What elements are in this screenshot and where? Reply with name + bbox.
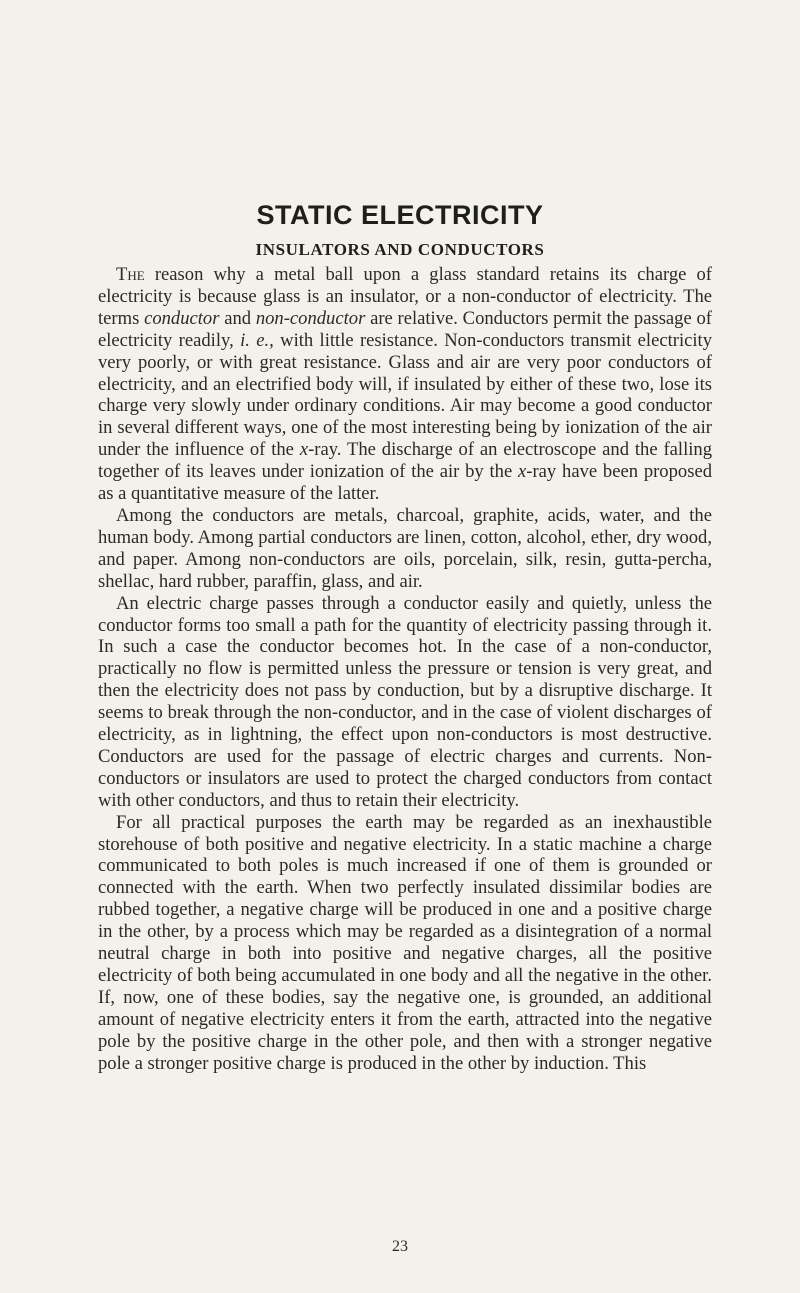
italic-abbrev: i. e., — [240, 329, 274, 351]
body-text — [98, 264, 712, 1075]
italic-term: non-conductor — [255, 307, 366, 329]
paragraph: For all practical purposes the earth may be regarded as an inexhaustible storehouse of both positive and negative electricity. In a static machine a charge communicated to both poles is much increased if one of them is grounded or connected with the earth. When two perfectly insulated dissimilar bodies are rubbed together, a negative charge will be produced in one and a positive charge in the other, by a process which may be regarded as a disintegration of a normal neutral charge in both into positive and negative charges, all the positive electricity of both being accumulated in one body and all the negative in the other. If, now, one of these bodies, say the negative one, is grounded, an additional amount of negative electricity enters it from the earth, attracted into the negative pole by the positive charge in the other pole, and then with a stronger negative pole a stronger positive charge is produced in the other by induction. This — [98, 811, 712, 1074]
paragraph: The reason why a metal ball upon a glass standard retains its charge of electricity is because glass is an insulator, or a non-conductor of electricity. The terms conductor and non-conductor are relative. Conductors permit the passage of electricity readily, i. e., with little resistance. Non-conductors transmit electricity very poorly, or with great resistance. Glass and air are very poor conductors of electricity, and an electrified body will, if insulated by either of these two, lose its charge very slowly under ordinary conditions. Air may become a good conductor in several different ways, one of the most interesting being by ionization of the air under the influence of the x-ray. The discharge of an electroscope and the falling together of its leaves under ionization of the air by the x-ray have been proposed as a quantitative measure of the latter. — [98, 264, 712, 505]
paragraph: An electric charge passes through a conductor easily and quietly, unless the conductor forms too small a path for the quantity of electricity passing through it. In such a case the conductor becomes hot. In the case of a non-conductor, practically no flow is permitted unless the pressure or tension is very great, and then the electricity does not pass by conduction, but by a disruptive discharge. It seems to break through the non-conductor, and in the case of violent discharges of electricity, as in lightning, the effect upon non-conductors is most destructive. Conductors are used for the passage of electric charges and currents. Non-conductors or insulators are used to protect the charged conductors from contact with other conductors, and thus to retain their electricity. — [98, 592, 712, 811]
paragraph: Among the conductors are metals, charcoal, graphite, acids, water, and the human body. Among partial conductors are linen, cotton, alcohol, ether, dry wood, and paper. Among non-conductors are oils, porcelain, silk, resin, gutta-percha, shellac, hard rubber, paraffin, glass, and air. — [98, 504, 712, 592]
lead-word: The — [116, 264, 145, 285]
italic-term: conductor — [144, 307, 220, 329]
italic-x: x — [518, 461, 527, 483]
italic-x: x — [299, 439, 309, 461]
page-number: 23 — [392, 1238, 408, 1255]
section-title: INSULATORS AND CONDUCTORS — [255, 240, 545, 259]
chapter-title: STATIC ELECTRICITY — [256, 200, 544, 230]
